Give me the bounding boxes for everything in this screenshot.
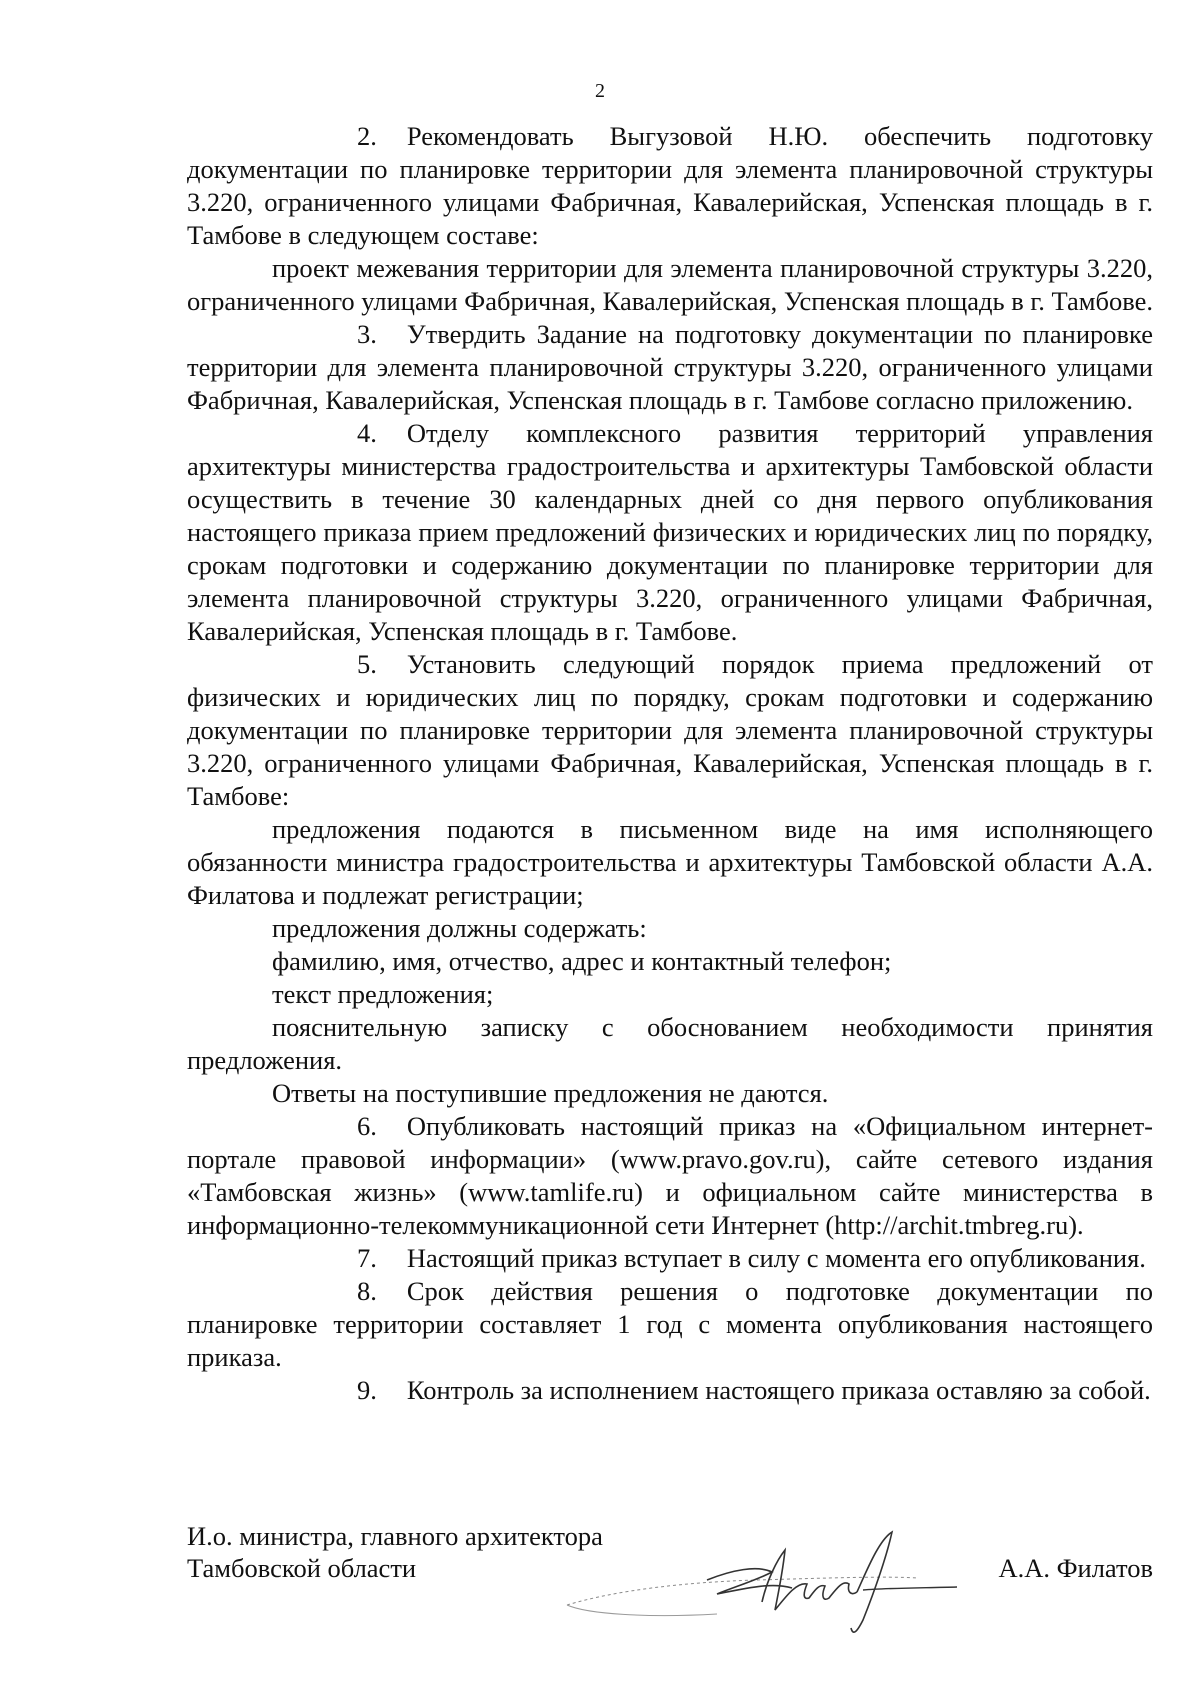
clause-number: 3. [357,319,377,349]
signer-name: А.А. Филатов [998,1553,1153,1583]
signature-block [187,1520,1153,1640]
clause-text: Отделу комплексного развития территорий управления архитектуры министерства градостроительства и архитектуры Тамбовской области осуществить в течение 30 календарных дней со дня первого опубликования настоящего приказа прием предложений физических и юридических лиц по порядку, срокам подготовки и содержанию документации по планировке территории для элемента планировочной структуры 3.220, ограниченного улицами Фабричная, Кавалерийская, Успенская площадь в г. Тамбове. [187,418,1153,646]
clause-3 [187,318,1153,417]
clause-2 [187,120,1153,252]
clause-9 [187,1374,1153,1407]
clause-number: 5. [357,649,377,679]
handwritten-signature-icon [557,1510,977,1640]
clause-5-subitem: фамилию, имя, отчество, адрес и контактный телефон; [272,946,892,976]
clause-5-subitem: предложения должны содержать: [272,913,647,943]
clause-text: Срок действия решения о подготовке документации по планировке территории составляет 1 год с момента опубликования настоящего приказа. [187,1276,1153,1372]
clause-number: 7. [357,1243,377,1273]
clause-2-subitem: проект межевания территории для элемента планировочной структуры 3.220, ограниченного улицами Фабричная, Кавалерийская, Успенская площадь в г. Тамбове. [187,253,1153,316]
clause-5-subitem: предложения подаются в письменном виде на имя исполняющего обязанности министра градостроительства и архитектуры Тамбовской области А.А. Филатова и подлежат регистрации; [187,814,1153,910]
clause-text: Рекомендовать Выгузовой Н.Ю. обеспечить подготовку документации по планировке территории для элемента планировочной структуры 3.220, ограниченного улицами Фабричная, Кавалерийская, Успенская площадь в г. Тамбове в следующем составе: [187,121,1153,250]
signer-title-line: И.о. министра, главного архитектора [187,1521,603,1551]
clause-4 [187,417,1153,648]
clause-text: Опубликовать настоящий приказ на «Официальном интернет-портале правовой информации» (www.pravo.gov.ru), сайте сетевого издания «Тамбовская жизнь» (www.tamlife.ru) и официальном сайте министерства в информационно-телекоммуникационной сети Интернет (http://archit.tmbreg.ru). [187,1111,1153,1240]
clause-text: Контроль за исполнением настоящего приказа оставляю за собой. [406,1375,1151,1405]
clause-number: 8. [357,1276,377,1306]
clause-number: 9. [357,1375,377,1405]
clause-text: Установить следующий порядок приема предложений от физических и юридических лиц по порядку, срокам подготовки и содержанию документации по планировке территории для элемента планировочной структуры 3.220, ограниченного улицами Фабричная, Кавалерийская, Успенская площадь в г. Тамбове: [187,649,1153,811]
clause-number: 2. [357,121,377,151]
clause-number: 4. [357,418,377,448]
page-number: 2 [595,80,605,102]
clause-text: Настоящий приказ вступает в силу с момента его опубликования. [406,1243,1146,1273]
document-body [187,120,1153,1407]
clause-5-subitem: пояснительную записку с обоснованием необходимости принятия предложения. [187,1012,1153,1075]
clause-7 [187,1242,1153,1275]
clause-5-subitem: Ответы на поступившие предложения не даются. [272,1078,829,1108]
clause-number: 6. [357,1111,377,1141]
clause-text: Утвердить Задание на подготовку документации по планировке территории для элемента планировочной структуры 3.220, ограниченного улицами Фабричная, Кавалерийская, Успенская площадь в г. Тамбове согласно приложению. [187,319,1153,415]
clause-5-subitem: текст предложения; [272,979,494,1009]
signer-title [187,1520,603,1584]
clause-6 [187,1110,1153,1242]
clause-5 [187,648,1153,813]
clause-8 [187,1275,1153,1374]
signer-title-line: Тамбовской области [187,1553,417,1583]
